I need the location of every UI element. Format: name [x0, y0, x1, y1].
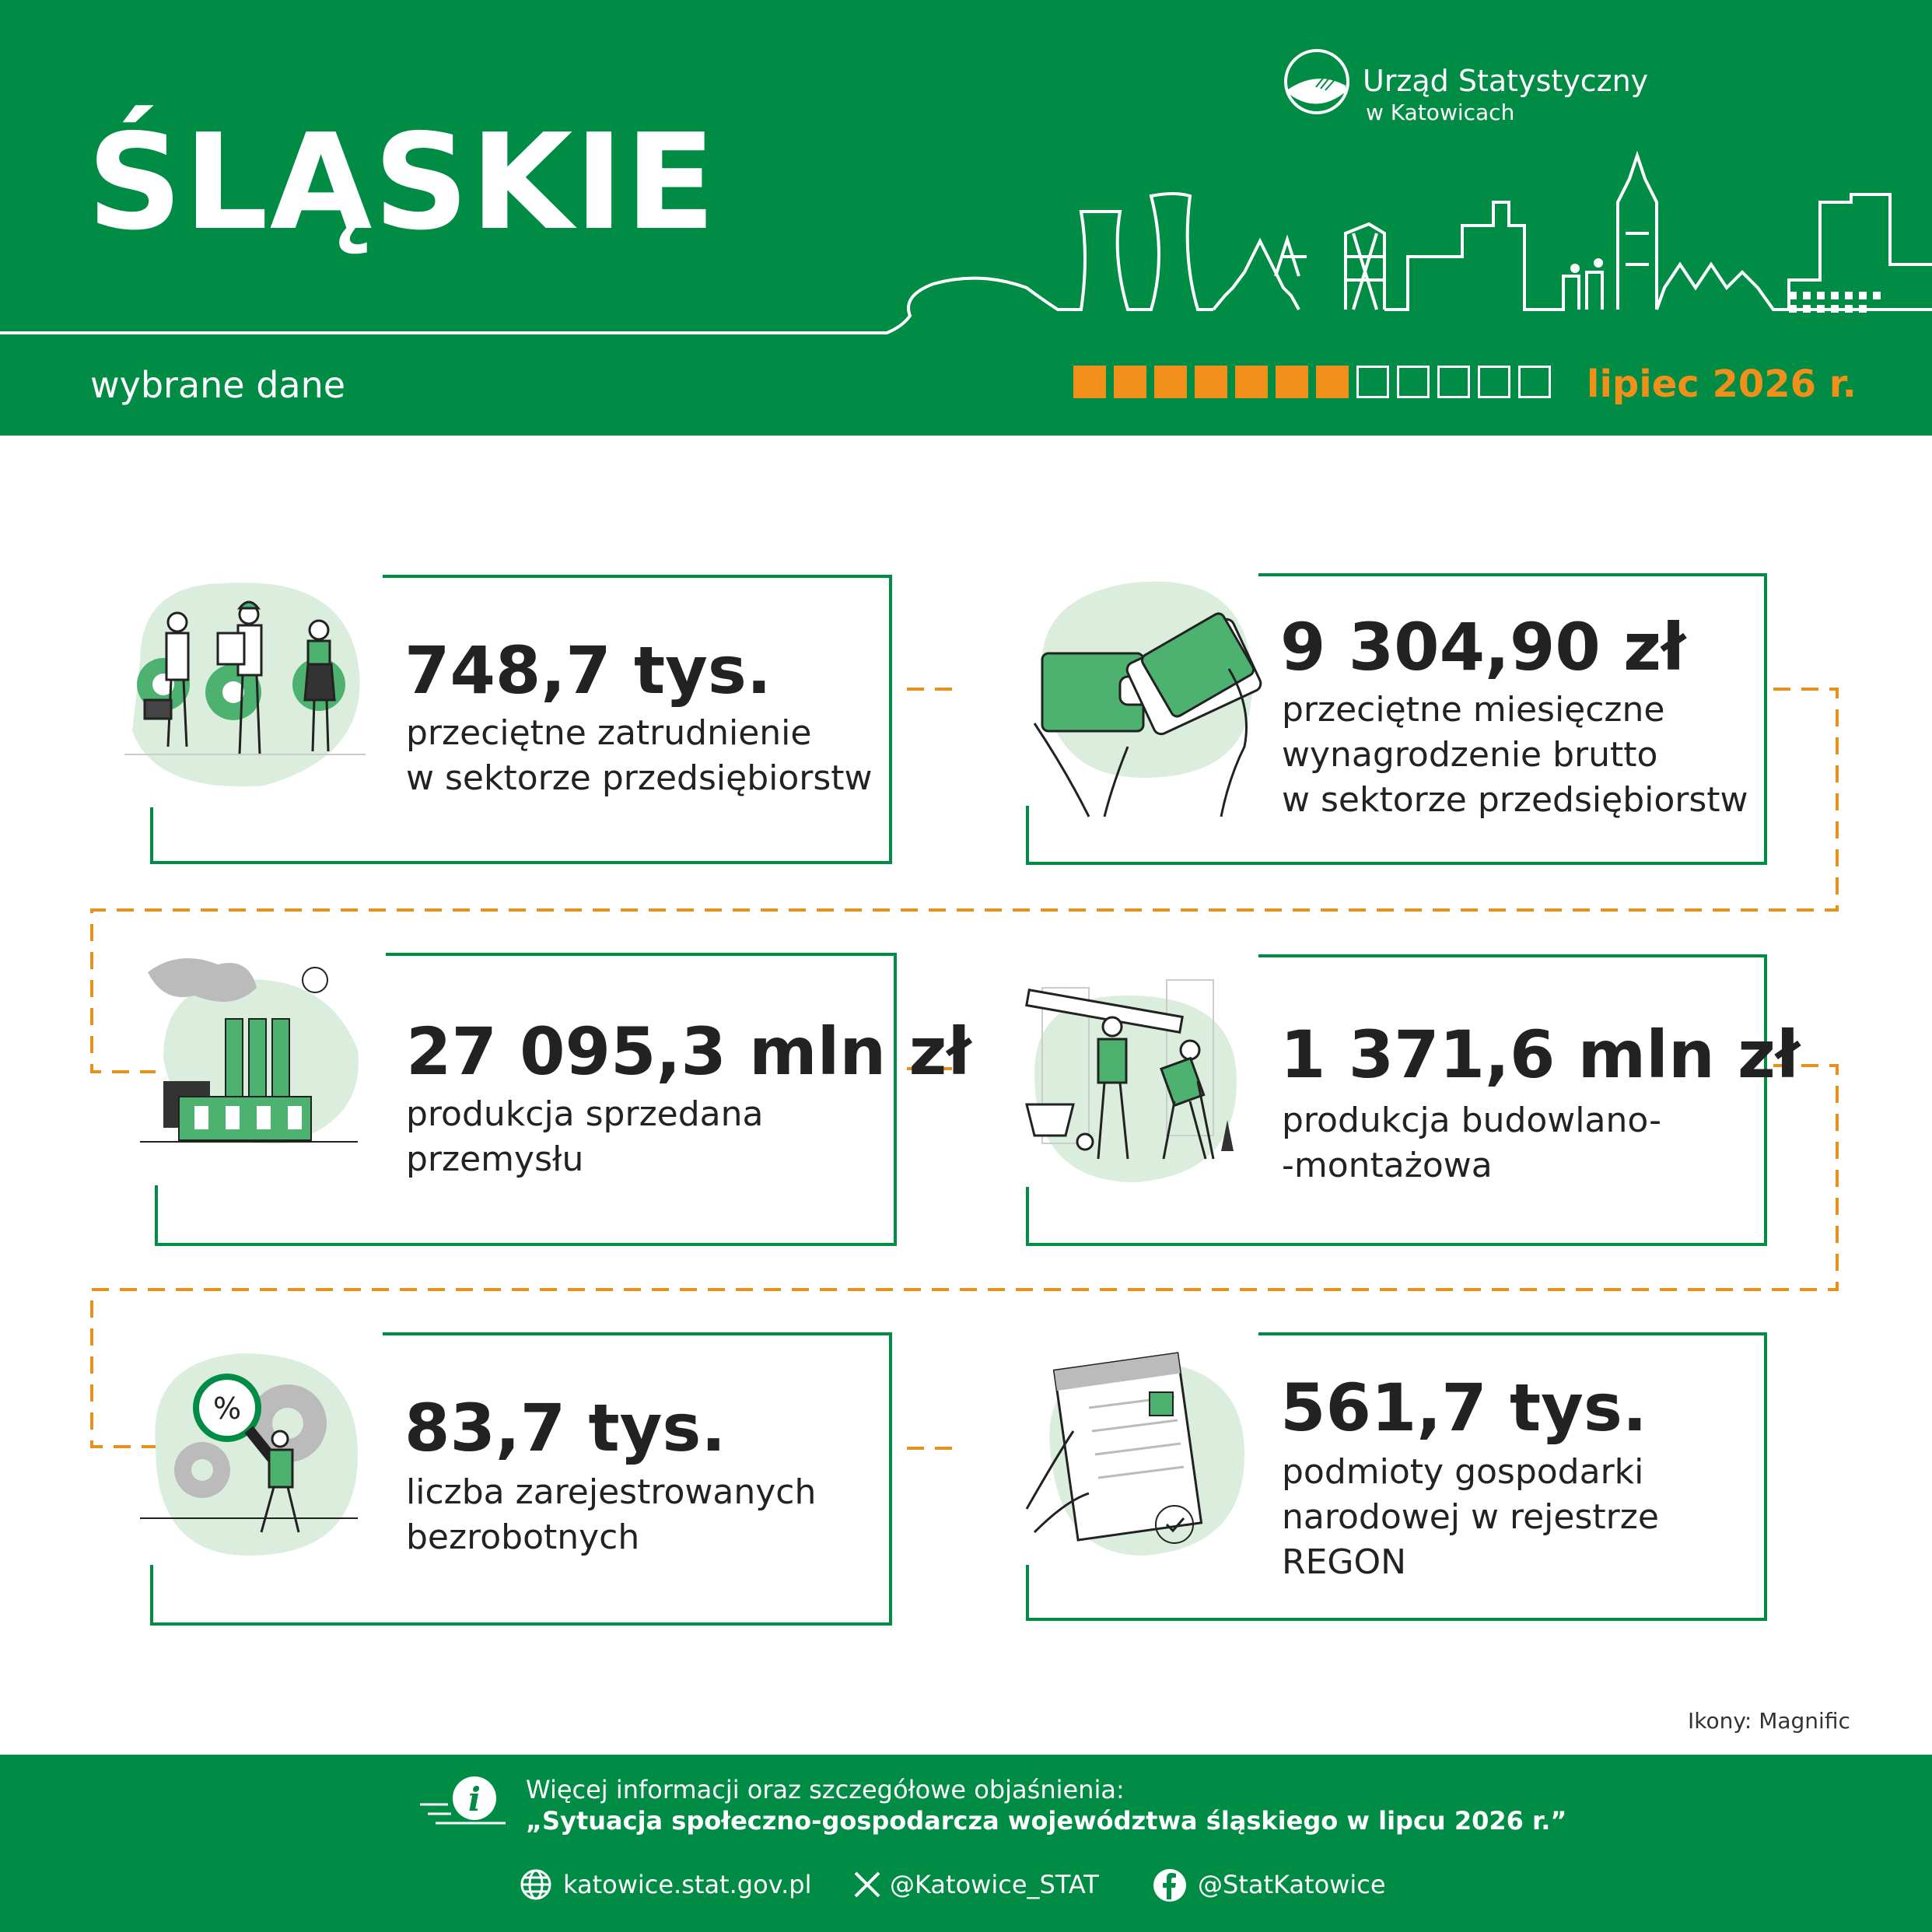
website-link[interactable]: katowice.stat.gov.pl [563, 1870, 812, 1899]
page-subtitle: wybrane dane [90, 364, 346, 406]
x-handle-link[interactable]: @Katowice_STAT [890, 1870, 1099, 1899]
stat-value: 748,7 tys. [404, 632, 772, 709]
document-checklist-icon [1011, 1346, 1260, 1571]
footer-info-text: Więcej informacji oraz szczegółowe objaśnienia: [526, 1775, 1125, 1804]
stat-value: 9 304,90 zł [1280, 609, 1686, 685]
svg-text:%: % [212, 1391, 242, 1426]
stat-description: podmioty gospodarki narodowej w rejestrze REGON [1282, 1452, 1659, 1582]
facebook-link[interactable]: @StatKatowice [1198, 1870, 1386, 1899]
logo-subtitle: w Katowicach [1366, 100, 1515, 125]
stat-description: przeciętne zatrudnienie w sektorze przedsiębiorstw [406, 713, 873, 798]
business-people-gears-icon [109, 568, 373, 793]
report-title-link[interactable]: „Sytuacja społeczno-gospodarcza województwa śląskiego w lipcu 2026 r.” [526, 1806, 1567, 1836]
page-title: ŚLĄSKIE [87, 106, 717, 260]
period-label: lipiec 2026 r. [1587, 362, 1857, 406]
wallet-card-hands-icon [1019, 568, 1268, 824]
stat-value: 83,7 tys. [404, 1390, 726, 1466]
stat-value: 27 095,3 mln zł [406, 1013, 971, 1090]
magnifier-percent-icon [124, 1338, 373, 1571]
stat-description: produkcja budowlano- -montażowa [1282, 1101, 1661, 1185]
stat-value: 1 371,6 mln zł [1280, 1017, 1801, 1093]
globe-icon [520, 1868, 552, 1901]
icon-credit: Ikony: Magnific [1688, 1708, 1850, 1734]
svg-text:i: i [468, 1780, 481, 1818]
stat-value: 561,7 tys. [1280, 1370, 1647, 1446]
stat-description: liczba zarejestrowanych bezrobotnych [406, 1472, 817, 1557]
x-logo-icon [852, 1870, 882, 1899]
factory-icon [132, 941, 366, 1167]
stat-description: przeciętne miesięczne wynagrodzenie brutto w sektorze przedsiębiorstw [1282, 690, 1748, 820]
facebook-icon [1153, 1868, 1187, 1902]
logo-title: Urząd Statystyczny [1363, 64, 1649, 98]
construction-workers-icon [1011, 964, 1260, 1198]
stat-description: produkcja sprzedana przemysłu [406, 1094, 764, 1179]
info-icon [420, 1770, 513, 1832]
